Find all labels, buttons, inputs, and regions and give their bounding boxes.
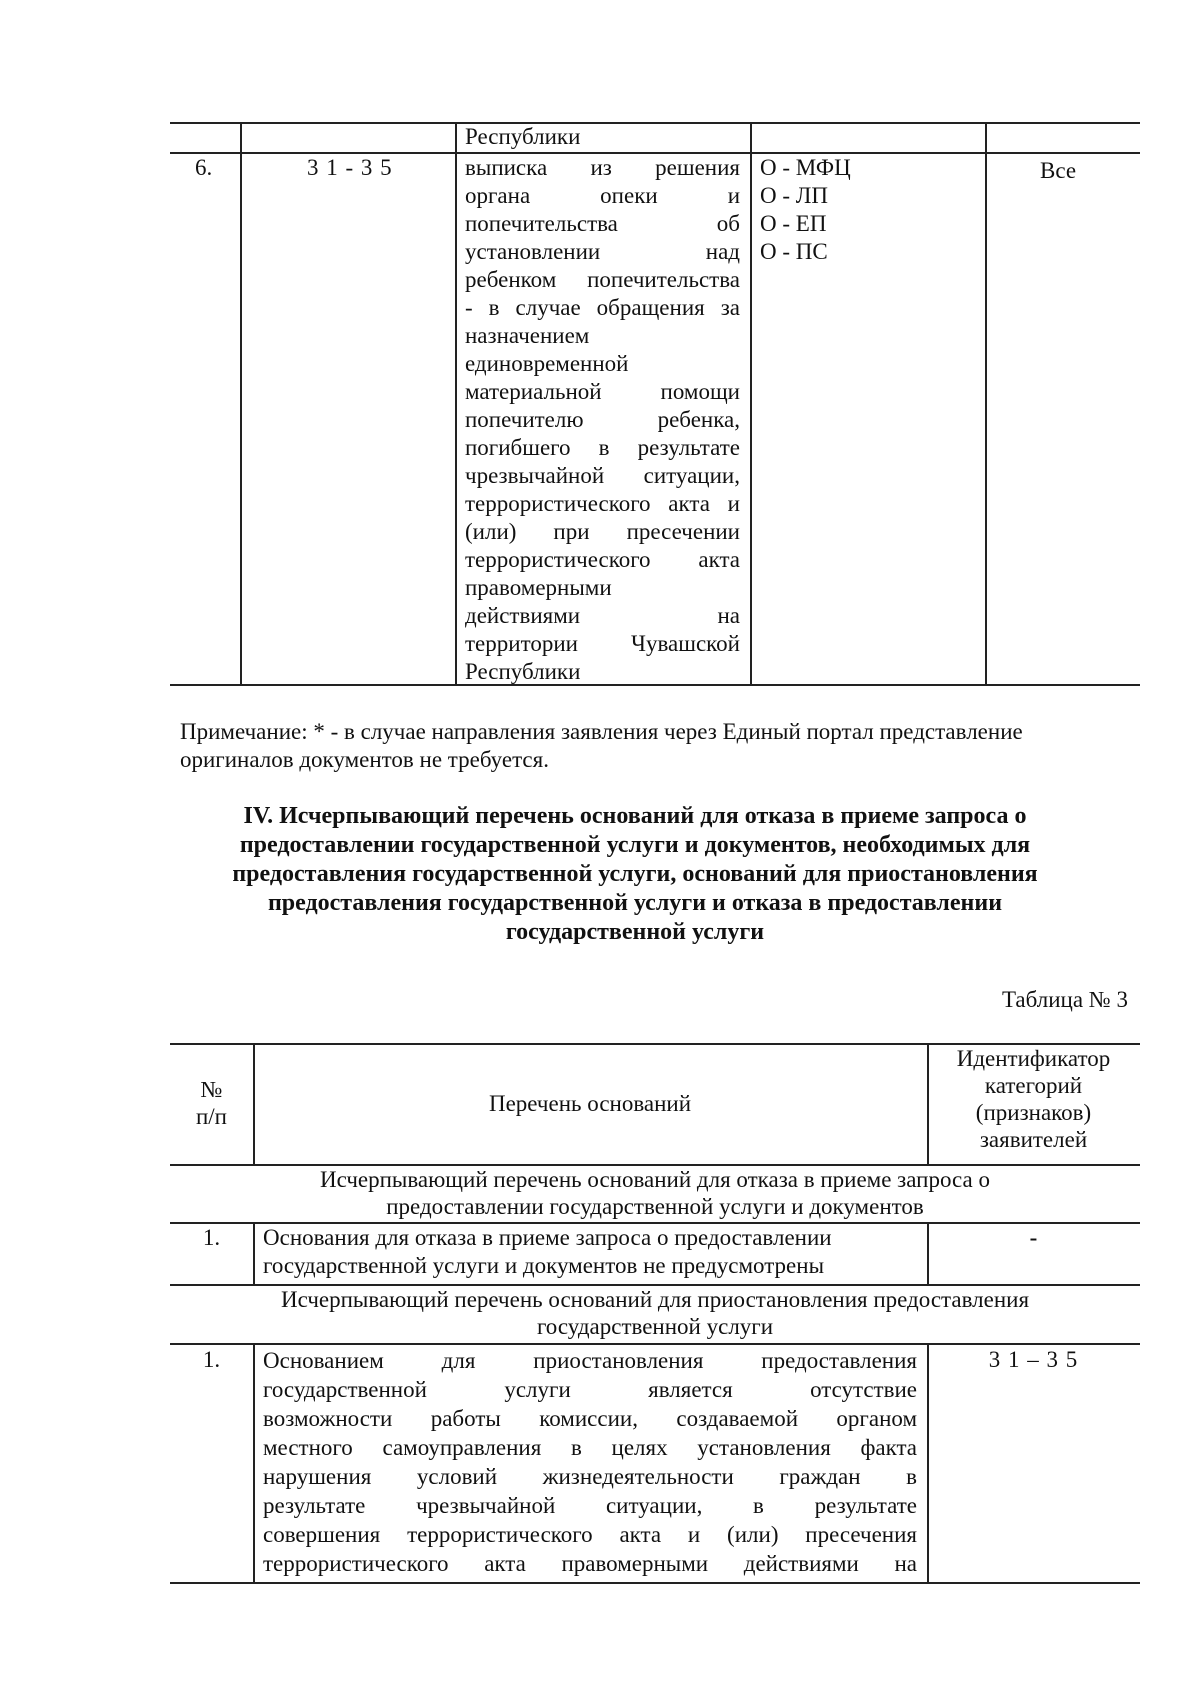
row-text-line: нарушения условий жизнедеятельности граждан в (263, 1464, 917, 1489)
description-line: правомерными (465, 575, 612, 600)
description-line: единовременной (465, 351, 629, 376)
table-column-divider (253, 1343, 255, 1582)
description-line: действиями на (465, 603, 740, 628)
section-title-line: Исчерпывающий перечень оснований для отказа в приеме запроса о (319, 1167, 991, 1192)
description-line: чрезвычайной ситуации, (465, 463, 740, 488)
heading-line: предоставления государственной услуги, оснований для приостановления (232, 861, 1038, 887)
description-line: террористического акта и (465, 491, 740, 516)
section-title (170, 1286, 1140, 1340)
header-identifier-line: категорий (984, 1073, 1083, 1098)
row-text-line: террористического акта правомерными действиями на (263, 1551, 917, 1576)
section-title-line: государственной услуги (536, 1314, 774, 1339)
row-identifier-label: - (1029, 1225, 1038, 1250)
heading-line: предоставления государственной услуги и отказа в предоставлении (267, 890, 1003, 916)
row-number (170, 1224, 253, 1251)
table-caption: Таблица № 3 (1001, 987, 1128, 1012)
section-title (170, 1166, 1140, 1220)
section-title-line: Исчерпывающий перечень оснований для приостановления предоставления (280, 1287, 1030, 1312)
submission-method: О - ПС (760, 239, 828, 264)
submission-method: О - МФЦ (760, 155, 851, 180)
table-row-divider (170, 1343, 1140, 1345)
row-text-line: Основания для отказа в приеме запроса о предоставлении (263, 1225, 832, 1250)
table-column-divider (240, 122, 242, 684)
table-column-divider (985, 122, 987, 684)
description-line: (или) при пресечении (465, 519, 740, 544)
table-border-top (170, 122, 1140, 124)
description-line: органа опеки и (465, 183, 740, 208)
header-identifier-line: (признаков) (975, 1100, 1092, 1125)
applicants-cell: Все (1040, 158, 1077, 183)
note-line: оригиналов документов не требуется. (180, 747, 549, 772)
table-column-divider (750, 122, 752, 684)
description-line: назначением (465, 323, 590, 348)
header-identifier (927, 1045, 1140, 1153)
description-line: террористического акта (465, 547, 740, 572)
row-identifier-label: 3 1 – 3 5 (988, 1347, 1079, 1372)
row-text-line: возможности работы комиссии, создаваемой органом (263, 1406, 917, 1431)
document-description (465, 154, 740, 686)
header-number-line: № (200, 1077, 223, 1102)
continuation-cell: Республики (465, 124, 581, 149)
row-number-label: 1. (202, 1225, 221, 1250)
category-codes: 3 1 - 3 5 (307, 155, 393, 180)
table-border-bottom (170, 1582, 1140, 1584)
row-identifier (927, 1224, 1140, 1251)
description-line: - в случае обращения за (465, 295, 740, 320)
heading-line: государственной услуги (505, 919, 765, 945)
description-line: попечителю ребенка, (465, 407, 740, 432)
table-column-divider (253, 1222, 255, 1284)
header-identifier-line: заявителей (979, 1127, 1088, 1152)
description-line: попечительства об (465, 211, 740, 236)
submission-methods (760, 154, 851, 266)
section-title-line: предоставлении государственной услуги и документов (386, 1194, 924, 1219)
note-line: Примечание: * - в случае направления заявления через Единый портал представление (180, 719, 1023, 744)
row-text-line: результате чрезвычайной ситуации, в результате (263, 1493, 917, 1518)
header-number (170, 1076, 253, 1130)
header-number-line: п/п (195, 1104, 227, 1129)
row-text (263, 1224, 917, 1280)
description-line: погибшего в результате (465, 435, 740, 460)
description-line: установлении над (465, 239, 740, 264)
row-text-line: государственной услуги является отсутствие (263, 1377, 917, 1402)
submission-method: О - ЕП (760, 211, 827, 236)
row-text (263, 1346, 917, 1578)
heading-line: IV. Исчерпывающий перечень оснований для отказа в приеме запроса о (243, 803, 1027, 829)
description-line: территории Чувашской (465, 631, 740, 656)
description-line: выписка из решения (465, 155, 740, 180)
row-text-line: местного самоуправления в целях установления факта (263, 1435, 917, 1460)
heading-line: предоставлении государственной услуги и документов, необходимых для (239, 832, 1031, 858)
description-line: Республики (465, 659, 581, 684)
row-number: 6. (195, 155, 213, 180)
submission-method: О - ЛП (760, 183, 828, 208)
description-line: ребенком попечительства (465, 267, 740, 292)
row-text-line: государственной услуги и документов не предусмотрены (263, 1253, 825, 1278)
header-grounds (253, 1090, 927, 1117)
row-identifier (927, 1346, 1140, 1373)
header-identifier-line: Идентификатор (956, 1046, 1111, 1071)
row-number (170, 1346, 253, 1373)
description-line: материальной помощи (465, 379, 740, 404)
section-heading (170, 802, 1100, 947)
row-text-line: Основанием для приостановления предоставления (263, 1348, 917, 1373)
row-text-line: совершения террористического акта и (или) пресечения (263, 1522, 917, 1547)
row-number-label: 1. (202, 1347, 221, 1372)
header-grounds-label: Перечень оснований (488, 1091, 692, 1116)
table-column-divider (927, 1343, 929, 1582)
table-column-divider (455, 122, 457, 684)
